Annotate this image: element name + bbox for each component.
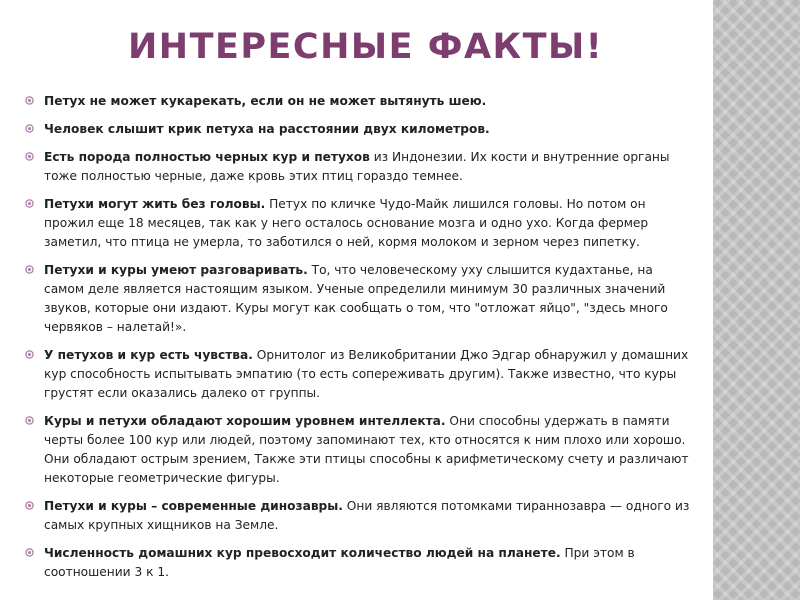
bullet-circle-icon <box>25 96 34 105</box>
decorative-side-pattern <box>713 0 800 600</box>
fact-heading: Петух не может кукарекать, если он не может вытянуть шею. <box>44 94 487 108</box>
bullet-circle-icon <box>25 265 34 274</box>
bullet-circle-icon <box>25 124 34 133</box>
fact-heading: Человек слышит крик петуха на расстоянии двух километров. <box>44 122 490 136</box>
fact-text: При этом в соотношении 3 к 1. <box>44 546 635 579</box>
bullet-circle-icon <box>25 350 34 359</box>
fact-text: Петух по кличке Чудо-Майк лишился головы. Но потом он прожил еще 18 месяцев, так как у него осталось основание мозга и одно ухо. Когда фермер заметил, что птица не умерла, то заботился о ней, кормя молоком и зерном через пипетку. <box>44 197 649 249</box>
fact-item <box>22 544 694 582</box>
fact-heading: Есть порода полностью черных кур и петухов <box>44 150 370 164</box>
fact-item <box>22 148 694 186</box>
slide-title: ИНТЕРЕСНЫЕ ФАКТЫ! <box>128 27 604 67</box>
fact-item <box>22 412 694 488</box>
fact-heading: У петухов и кур есть чувства. <box>44 348 253 362</box>
fact-item <box>22 92 694 111</box>
fact-text: из Индонезии. Их кости и внутренние органы тоже полностью черные, даже кровь этих птиц гораздо темнее. <box>44 150 670 183</box>
fact-item <box>22 497 694 535</box>
fact-text: Они способны удержать в памяти черты более 100 кур или людей, поэтому запоминают тех, кто относятся к ним плохо или хорошо. Они обладают острым зрением, Также эти птицы способны к арифметическому счету и различают некоторые геометрические фигуры. <box>44 414 689 485</box>
fact-text: То, что человеческому уху слышится кудахтанье, на самом деле является настоящим языком. Ученые определили минимум 30 различных значений звуков, которые они издают. Куры могут как сообщать о том, что "отложат яйцо", "здесь много червяков – налетай!». <box>44 263 668 334</box>
bullet-circle-icon <box>25 152 34 161</box>
fact-item <box>22 346 694 403</box>
fact-heading: Куры и петухи обладают хорошим уровнем интеллекта. <box>44 414 446 428</box>
bullet-circle-icon <box>25 501 34 510</box>
bullet-circle-icon <box>25 416 34 425</box>
fact-item <box>22 120 694 139</box>
fact-heading: Петухи могут жить без головы. <box>44 197 266 211</box>
fact-heading: Численность домашних кур превосходит количество людей на планете. <box>44 546 561 560</box>
fact-heading: Петухи и куры – современные динозавры. <box>44 499 343 513</box>
fact-heading: Петухи и куры умеют разговаривать. <box>44 263 308 277</box>
facts-list <box>22 92 694 591</box>
bullet-circle-icon <box>25 548 34 557</box>
fact-item <box>22 261 694 337</box>
fact-text: Орнитолог из Великобритании Джо Эдгар обнаружил у домашних кур способность испытывать эмпатию (то есть сопереживать другим). Также известно, что куры грустят если оказались далеко от группы. <box>44 348 689 400</box>
bullet-circle-icon <box>25 199 34 208</box>
fact-text: Они являются потомками тираннозавра — одного из самых крупных хищников на Земле. <box>44 499 690 532</box>
fact-item <box>22 195 694 252</box>
